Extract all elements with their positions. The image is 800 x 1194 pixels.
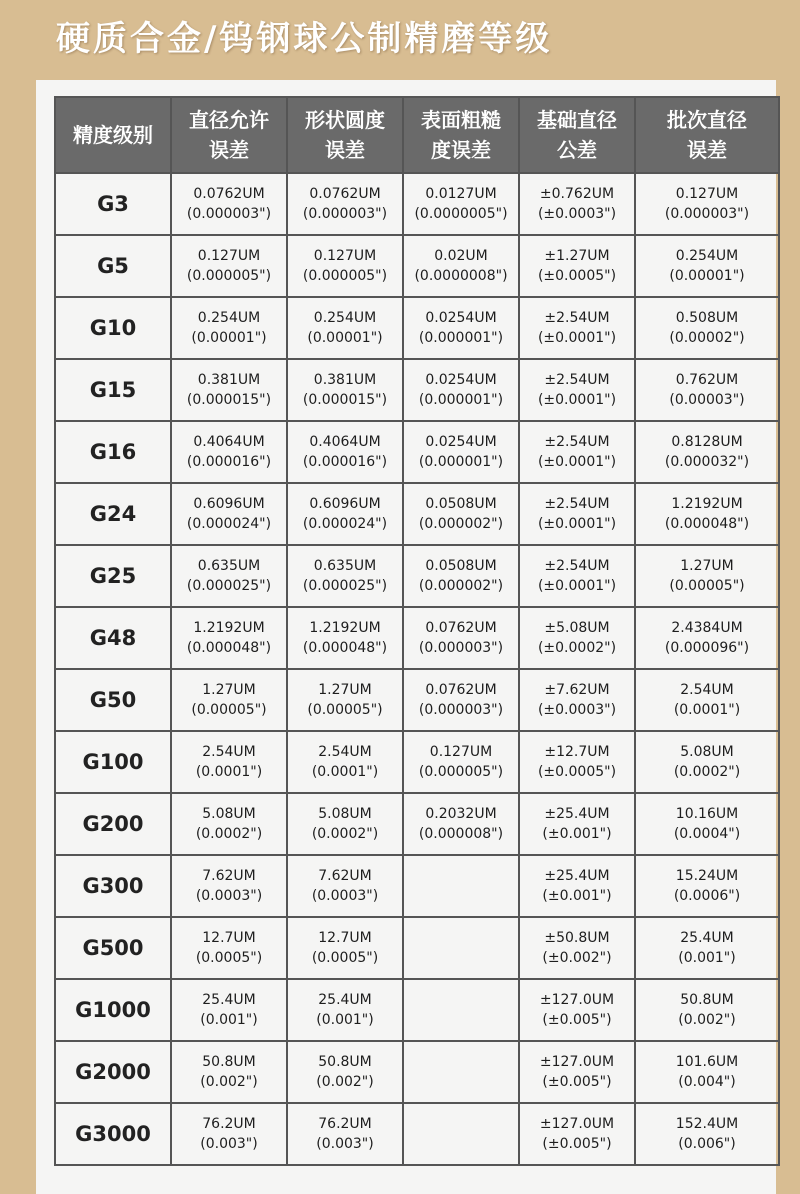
metric-value: 0.635UM <box>197 558 261 574</box>
table-row <box>55 235 779 297</box>
inch-value: (0.000024") <box>186 516 272 532</box>
inch-value: (0.000003") <box>418 640 504 656</box>
basic-diameter-cell <box>519 235 635 297</box>
roundness-cell <box>287 359 403 421</box>
metric-value: 0.127UM <box>429 744 493 760</box>
basic-diameter-cell <box>519 669 635 731</box>
metric-value: 101.6UM <box>675 1054 739 1070</box>
metric-value: ±2.54UM <box>544 558 610 574</box>
metric-value: ±25.4UM <box>544 806 610 822</box>
metric-value: 0.6096UM <box>309 496 381 512</box>
inch-value: (0.00001") <box>669 268 745 284</box>
inch-value: (0.00005") <box>307 702 383 718</box>
metric-value: 0.2032UM <box>425 806 497 822</box>
inch-value: (±0.0002") <box>537 640 617 656</box>
roundness-cell <box>287 173 403 235</box>
metric-value: 0.0127UM <box>425 186 497 202</box>
header-text: 批次直径 <box>667 108 747 132</box>
grade-cell: G2000 <box>55 1041 171 1103</box>
inch-value: (0.000001") <box>418 392 504 408</box>
lot-diameter-cell <box>635 545 779 607</box>
table-row <box>55 173 779 235</box>
grade-cell: G3 <box>55 173 171 235</box>
header-text: 误差 <box>209 138 249 162</box>
metric-value: ±25.4UM <box>544 868 610 884</box>
metric-value: 50.8UM <box>202 1054 256 1070</box>
inch-value: (0.001") <box>678 950 736 966</box>
metric-value: 10.16UM <box>675 806 739 822</box>
metric-value: ±2.54UM <box>544 310 610 326</box>
metric-value: ±1.27UM <box>544 248 610 264</box>
inch-value: (±0.0003") <box>537 206 617 222</box>
inch-value: (0.004") <box>678 1074 736 1090</box>
inch-value: (0.00001") <box>191 330 267 346</box>
table-row <box>55 793 779 855</box>
metric-value: 0.0254UM <box>425 310 497 326</box>
metric-value: 2.54UM <box>318 744 372 760</box>
roughness-cell <box>403 1041 519 1103</box>
inch-value: (±0.005") <box>542 1012 612 1028</box>
diameter-tolerance-cell <box>171 483 287 545</box>
roundness-cell <box>287 607 403 669</box>
table-row <box>55 607 779 669</box>
inch-value: (±0.001") <box>542 826 612 842</box>
header-text: 直径允许 <box>189 108 269 132</box>
metric-value: ±127.0UM <box>539 992 615 1008</box>
roughness-cell <box>403 421 519 483</box>
lot-diameter-cell <box>635 855 779 917</box>
metric-value: 0.254UM <box>675 248 739 264</box>
basic-diameter-cell <box>519 1041 635 1103</box>
metric-value: 0.8128UM <box>671 434 743 450</box>
basic-diameter-cell <box>519 917 635 979</box>
table-body <box>55 173 779 1165</box>
lot-diameter-cell <box>635 235 779 297</box>
metric-value: 0.381UM <box>313 372 377 388</box>
inch-value: (0.000003") <box>186 206 272 222</box>
grade-cell: G10 <box>55 297 171 359</box>
metric-value: ±50.8UM <box>544 930 610 946</box>
basic-diameter-cell <box>519 545 635 607</box>
roughness-cell <box>403 173 519 235</box>
lot-diameter-cell <box>635 669 779 731</box>
roughness-header <box>403 97 519 173</box>
lot-diameter-cell <box>635 1103 779 1165</box>
roughness-cell <box>403 669 519 731</box>
inch-value: (0.002") <box>316 1074 374 1090</box>
roundness-cell <box>287 421 403 483</box>
inch-value: (0.000096") <box>664 640 750 656</box>
table-row <box>55 669 779 731</box>
metric-value: 7.62UM <box>202 868 256 884</box>
metric-value: 0.0508UM <box>425 496 497 512</box>
inch-value: (0.000015") <box>302 392 388 408</box>
grade-cell: G15 <box>55 359 171 421</box>
metric-value: ±0.762UM <box>539 186 615 202</box>
metric-value: 5.08UM <box>318 806 372 822</box>
table-row <box>55 483 779 545</box>
table-row <box>55 1041 779 1103</box>
table-panel <box>36 80 776 1194</box>
metric-value: 0.508UM <box>675 310 739 326</box>
metric-value: 0.6096UM <box>193 496 265 512</box>
lot-diameter-header <box>635 97 779 173</box>
inch-value: (0.000048") <box>302 640 388 656</box>
lot-diameter-cell <box>635 793 779 855</box>
table-row <box>55 359 779 421</box>
table-row <box>55 731 779 793</box>
inch-value: (0.000001") <box>418 454 504 470</box>
inch-value: (0.0000005") <box>414 206 508 222</box>
inch-value: (0.003") <box>316 1136 374 1152</box>
lot-diameter-cell <box>635 483 779 545</box>
header-text: 精度级别 <box>73 123 153 147</box>
basic-diameter-cell <box>519 1103 635 1165</box>
roughness-cell <box>403 731 519 793</box>
grade-cell: G500 <box>55 917 171 979</box>
metric-value: 1.27UM <box>318 682 372 698</box>
roughness-cell <box>403 979 519 1041</box>
roughness-cell <box>403 607 519 669</box>
metric-value: 0.127UM <box>313 248 377 264</box>
inch-value: (±0.0001") <box>537 454 617 470</box>
basic-diameter-cell <box>519 731 635 793</box>
grade-cell: G16 <box>55 421 171 483</box>
basic-diameter-cell <box>519 173 635 235</box>
metric-value: 0.254UM <box>197 310 261 326</box>
metric-value: ±2.54UM <box>544 372 610 388</box>
grade-header <box>55 97 171 173</box>
inch-value: (0.001") <box>200 1012 258 1028</box>
inch-value: (±0.0001") <box>537 330 617 346</box>
metric-value: 12.7UM <box>318 930 372 946</box>
inch-value: (0.000002") <box>418 516 504 532</box>
inch-value: (0.000003") <box>664 206 750 222</box>
grade-cell: G50 <box>55 669 171 731</box>
table-row <box>55 1103 779 1165</box>
metric-value: ±5.08UM <box>544 620 610 636</box>
metric-value: 2.54UM <box>202 744 256 760</box>
metric-value: 0.0508UM <box>425 558 497 574</box>
metric-value: ±12.7UM <box>544 744 610 760</box>
roughness-cell <box>403 297 519 359</box>
inch-value: (0.000001") <box>418 330 504 346</box>
roundness-cell <box>287 235 403 297</box>
basic-diameter-cell <box>519 855 635 917</box>
table-row <box>55 421 779 483</box>
inch-value: (0.000048") <box>664 516 750 532</box>
metric-value: 50.8UM <box>680 992 734 1008</box>
inch-value: (0.0005") <box>195 950 263 966</box>
roughness-cell <box>403 545 519 607</box>
inch-value: (0.00003") <box>669 392 745 408</box>
inch-value: (±0.0001") <box>537 516 617 532</box>
inch-value: (0.000025") <box>186 578 272 594</box>
diameter-tolerance-cell <box>171 173 287 235</box>
header-text: 误差 <box>687 138 727 162</box>
inch-value: (0.00002") <box>669 330 745 346</box>
roundness-cell <box>287 793 403 855</box>
metric-value: 0.762UM <box>675 372 739 388</box>
roundness-header <box>287 97 403 173</box>
diameter-tolerance-cell <box>171 1103 287 1165</box>
diameter-tolerance-cell <box>171 731 287 793</box>
diameter-tolerance-cell <box>171 545 287 607</box>
header-row <box>55 97 779 173</box>
inch-value: (0.00005") <box>669 578 745 594</box>
inch-value: (0.000005") <box>302 268 388 284</box>
metric-value: 0.0762UM <box>425 682 497 698</box>
roughness-cell <box>403 855 519 917</box>
header-text: 形状圆度 <box>305 108 385 132</box>
roundness-cell <box>287 483 403 545</box>
metric-value: 25.4UM <box>202 992 256 1008</box>
lot-diameter-cell <box>635 421 779 483</box>
metric-value: 0.0254UM <box>425 434 497 450</box>
inch-value: (±0.0003") <box>537 702 617 718</box>
roundness-cell <box>287 731 403 793</box>
inch-value: (±0.001") <box>542 888 612 904</box>
metric-value: 7.62UM <box>318 868 372 884</box>
metric-value: 152.4UM <box>675 1116 739 1132</box>
grade-cell: G25 <box>55 545 171 607</box>
inch-value: (±0.0005") <box>537 764 617 780</box>
inch-value: (0.0000008") <box>414 268 508 284</box>
roundness-cell <box>287 855 403 917</box>
inch-value: (0.0001") <box>195 764 263 780</box>
inch-value: (±0.0005") <box>537 268 617 284</box>
diameter-tolerance-cell <box>171 421 287 483</box>
metric-value: ±7.62UM <box>544 682 610 698</box>
header-text: 度误差 <box>431 138 491 162</box>
precision-grade-table <box>54 96 780 1166</box>
grade-cell: G200 <box>55 793 171 855</box>
basic-diameter-cell <box>519 979 635 1041</box>
diameter-tolerance-cell <box>171 793 287 855</box>
inch-value: (0.000025") <box>302 578 388 594</box>
roundness-cell <box>287 669 403 731</box>
lot-diameter-cell <box>635 917 779 979</box>
lot-diameter-cell <box>635 173 779 235</box>
inch-value: (0.0002") <box>311 826 379 842</box>
roughness-cell <box>403 483 519 545</box>
lot-diameter-cell <box>635 297 779 359</box>
metric-value: 25.4UM <box>318 992 372 1008</box>
inch-value: (±0.005") <box>542 1074 612 1090</box>
diameter-tolerance-cell <box>171 359 287 421</box>
inch-value: (±0.002") <box>542 950 612 966</box>
diameter-tolerance-cell <box>171 669 287 731</box>
metric-value: 0.0254UM <box>425 372 497 388</box>
roundness-cell <box>287 1103 403 1165</box>
lot-diameter-cell <box>635 731 779 793</box>
metric-value: ±2.54UM <box>544 496 610 512</box>
inch-value: (0.001") <box>316 1012 374 1028</box>
table-row <box>55 545 779 607</box>
header-text: 表面粗糙 <box>421 108 501 132</box>
lot-diameter-cell <box>635 1041 779 1103</box>
diameter-tolerance-cell <box>171 855 287 917</box>
metric-value: 0.127UM <box>675 186 739 202</box>
grade-cell: G100 <box>55 731 171 793</box>
inch-value: (0.000032") <box>664 454 750 470</box>
basic-diameter-cell <box>519 421 635 483</box>
metric-value: 12.7UM <box>202 930 256 946</box>
diameter-tolerance-cell <box>171 917 287 979</box>
metric-value: 5.08UM <box>202 806 256 822</box>
metric-value: ±127.0UM <box>539 1116 615 1132</box>
inch-value: (0.003") <box>200 1136 258 1152</box>
inch-value: (0.000005") <box>418 764 504 780</box>
metric-value: ±2.54UM <box>544 434 610 450</box>
inch-value: (0.0002") <box>195 826 263 842</box>
inch-value: (0.000016") <box>302 454 388 470</box>
diameter-tolerance-cell <box>171 1041 287 1103</box>
basic-diameter-cell <box>519 793 635 855</box>
diameter-tolerance-cell <box>171 297 287 359</box>
roundness-cell <box>287 545 403 607</box>
grade-cell: G300 <box>55 855 171 917</box>
diameter-tolerance-cell <box>171 607 287 669</box>
inch-value: (0.000016") <box>186 454 272 470</box>
metric-value: 25.4UM <box>680 930 734 946</box>
roundness-cell <box>287 297 403 359</box>
inch-value: (0.000008") <box>418 826 504 842</box>
roundness-cell <box>287 1041 403 1103</box>
metric-value: 1.27UM <box>680 558 734 574</box>
metric-value: 76.2UM <box>318 1116 372 1132</box>
metric-value: 76.2UM <box>202 1116 256 1132</box>
inch-value: (0.0002") <box>673 764 741 780</box>
inch-value: (0.002") <box>678 1012 736 1028</box>
metric-value: 0.4064UM <box>193 434 265 450</box>
metric-value: 1.27UM <box>202 682 256 698</box>
page-title: 硬质合金/钨钢球公制精磨等级 <box>56 19 553 59</box>
inch-value: (0.006") <box>678 1136 736 1152</box>
table-row <box>55 855 779 917</box>
lot-diameter-cell <box>635 359 779 421</box>
metric-value: 50.8UM <box>318 1054 372 1070</box>
metric-value: 1.2192UM <box>309 620 381 636</box>
metric-value: 0.0762UM <box>309 186 381 202</box>
roughness-cell <box>403 793 519 855</box>
metric-value: 1.2192UM <box>671 496 743 512</box>
metric-value: 0.127UM <box>197 248 261 264</box>
inch-value: (0.0001") <box>673 702 741 718</box>
metric-value: 15.24UM <box>675 868 739 884</box>
inch-value: (0.000015") <box>186 392 272 408</box>
diameter-tolerance-cell <box>171 979 287 1041</box>
metric-value: 0.0762UM <box>193 186 265 202</box>
diameter-tolerance-cell <box>171 235 287 297</box>
header-text: 公差 <box>557 138 597 162</box>
roughness-cell <box>403 359 519 421</box>
roughness-cell <box>403 1103 519 1165</box>
inch-value: (0.00005") <box>191 702 267 718</box>
inch-value: (0.000005") <box>186 268 272 284</box>
roughness-cell <box>403 917 519 979</box>
table-row <box>55 917 779 979</box>
table-row <box>55 979 779 1041</box>
inch-value: (0.00001") <box>307 330 383 346</box>
header-text: 误差 <box>325 138 365 162</box>
metric-value: 0.635UM <box>313 558 377 574</box>
grade-cell: G48 <box>55 607 171 669</box>
roughness-cell <box>403 235 519 297</box>
inch-value: (0.000024") <box>302 516 388 532</box>
inch-value: (0.0001") <box>311 764 379 780</box>
table-row <box>55 297 779 359</box>
basic-diameter-cell <box>519 483 635 545</box>
lot-diameter-cell <box>635 979 779 1041</box>
basic-diameter-cell <box>519 607 635 669</box>
metric-value: ±127.0UM <box>539 1054 615 1070</box>
inch-value: (±0.0001") <box>537 578 617 594</box>
inch-value: (0.0003") <box>195 888 263 904</box>
inch-value: (0.0003") <box>311 888 379 904</box>
basic-diameter-header <box>519 97 635 173</box>
lot-diameter-cell <box>635 607 779 669</box>
metric-value: 0.381UM <box>197 372 261 388</box>
grade-cell: G5 <box>55 235 171 297</box>
metric-value: 0.4064UM <box>309 434 381 450</box>
inch-value: (0.0004") <box>673 826 741 842</box>
inch-value: (0.000048") <box>186 640 272 656</box>
grade-cell: G3000 <box>55 1103 171 1165</box>
inch-value: (0.0006") <box>673 888 741 904</box>
metric-value: 0.02UM <box>434 248 488 264</box>
diameter-tolerance-header <box>171 97 287 173</box>
metric-value: 2.54UM <box>680 682 734 698</box>
inch-value: (0.0005") <box>311 950 379 966</box>
metric-value: 1.2192UM <box>193 620 265 636</box>
inch-value: (±0.005") <box>542 1136 612 1152</box>
metric-value: 5.08UM <box>680 744 734 760</box>
inch-value: (0.000003") <box>302 206 388 222</box>
inch-value: (0.000003") <box>418 702 504 718</box>
grade-cell: G24 <box>55 483 171 545</box>
basic-diameter-cell <box>519 297 635 359</box>
inch-value: (0.002") <box>200 1074 258 1090</box>
inch-value: (±0.0001") <box>537 392 617 408</box>
metric-value: 0.254UM <box>313 310 377 326</box>
roundness-cell <box>287 979 403 1041</box>
inch-value: (0.000002") <box>418 578 504 594</box>
grade-cell: G1000 <box>55 979 171 1041</box>
metric-value: 0.0762UM <box>425 620 497 636</box>
basic-diameter-cell <box>519 359 635 421</box>
metric-value: 2.4384UM <box>671 620 743 636</box>
header-text: 基础直径 <box>537 108 617 132</box>
roundness-cell <box>287 917 403 979</box>
